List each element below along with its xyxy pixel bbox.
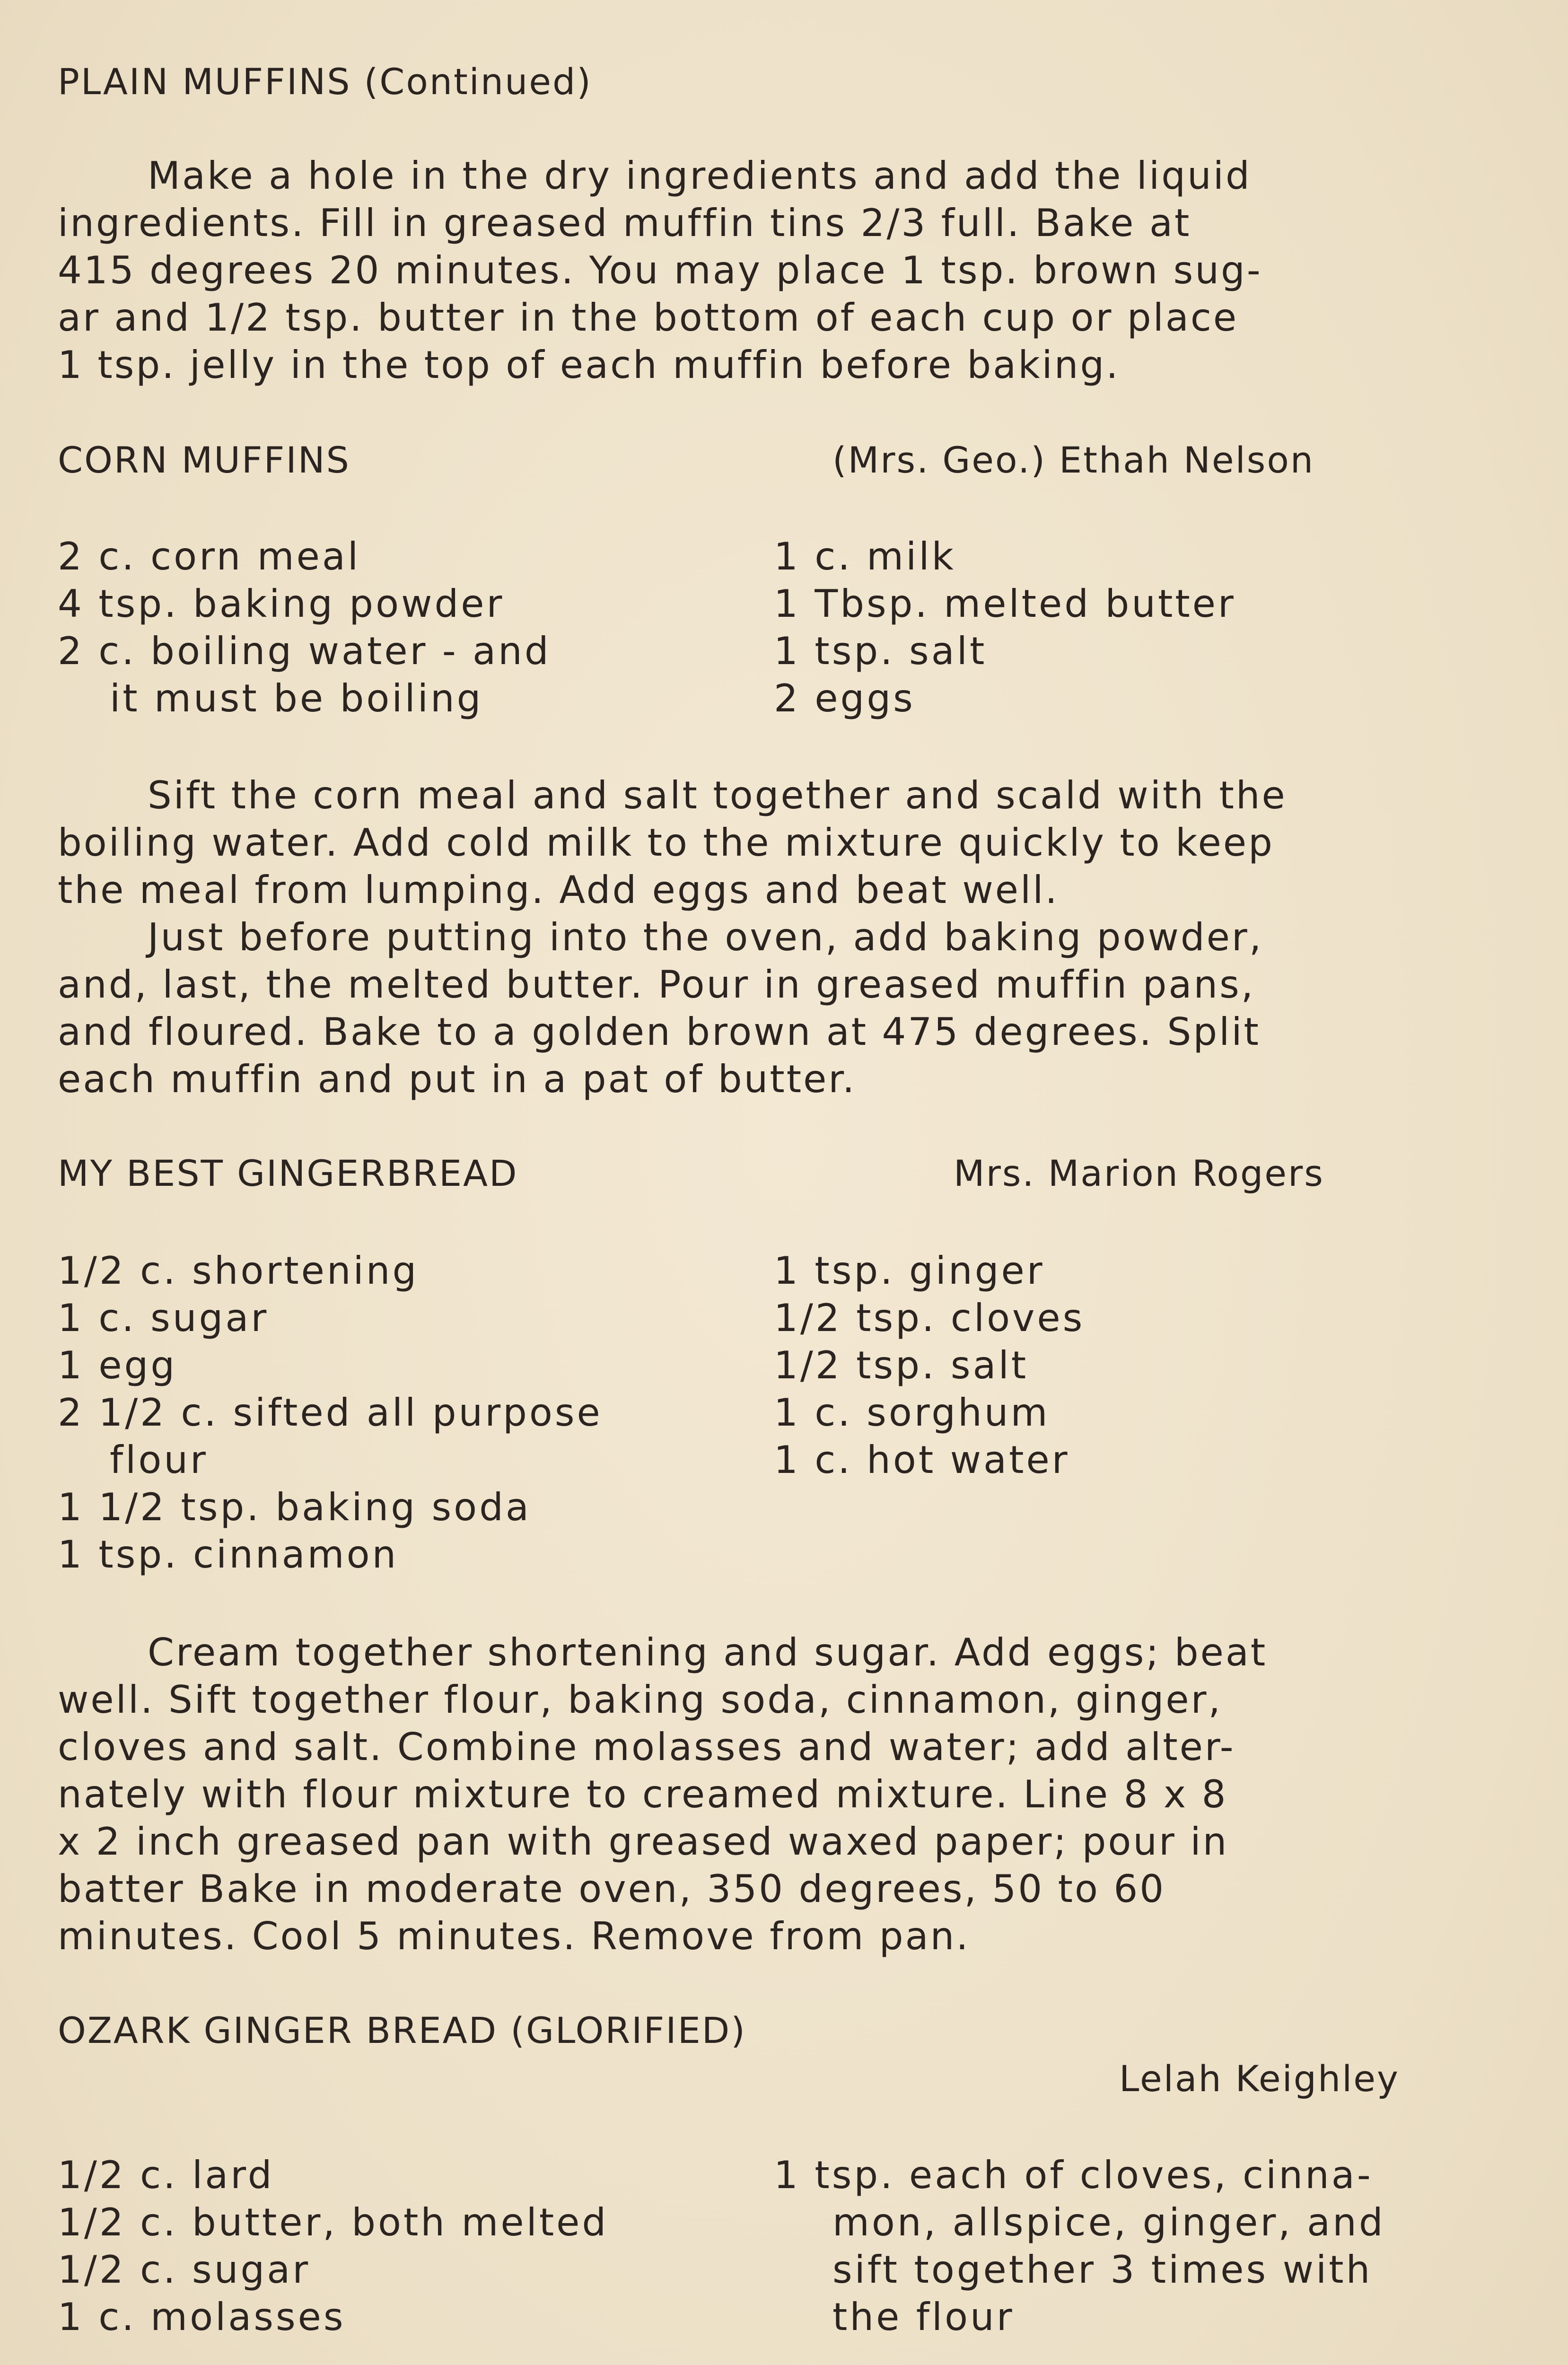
paragraph-line: x 2 inch greased pan with greased waxed paper; pour in bbox=[58, 1820, 1229, 1864]
corn-muffins-ingredient: 2 eggs bbox=[774, 676, 915, 720]
ozark-gingerbread-ingredient: 1 tsp. each of cloves, cinna- bbox=[774, 2153, 1373, 2197]
paragraph-line: boiling water. Add cold milk to the mixture quickly to keep bbox=[58, 821, 1274, 865]
ozark-gingerbread-ingredient: 1 c. molasses bbox=[58, 2295, 346, 2339]
ozark-gingerbread-ingredient: 1/2 c. sugar bbox=[58, 2248, 311, 2292]
paragraph-line: cloves and salt. Combine molasses and water; add alter- bbox=[58, 1725, 1235, 1769]
best-gingerbread-ingredient: 1 c. sorghum bbox=[774, 1391, 1050, 1435]
corn-muffins-author: (Mrs. Geo.) Ethah Nelson bbox=[832, 439, 1315, 481]
best-gingerbread-ingredient: 1/2 tsp. cloves bbox=[774, 1296, 1085, 1340]
paragraph-line: the meal from lumping. Add eggs and beat well. bbox=[58, 868, 1059, 912]
best-gingerbread-ingredient: 1 1/2 tsp. baking soda bbox=[58, 1485, 531, 1529]
paragraph-line: Just before putting into the oven, add baking powder, bbox=[148, 915, 1263, 959]
paragraph-line: batter Bake in moderate oven, 350 degrees, 50 to 60 bbox=[58, 1867, 1166, 1911]
ozark-gingerbread-ingredient: 1/2 c. lard bbox=[58, 2153, 274, 2197]
ozark-gingerbread-ingredient: mon, allspice, ginger, and bbox=[832, 2200, 1385, 2244]
best-gingerbread-ingredient: 1/2 c. shortening bbox=[58, 1249, 419, 1293]
plain-muffins-title: PLAIN MUFFINS (Continued) bbox=[58, 61, 592, 103]
corn-muffins-ingredient: it must be boiling bbox=[110, 676, 483, 720]
best-gingerbread-ingredient: 2 1/2 c. sifted all purpose bbox=[58, 1391, 603, 1435]
paragraph-line: each muffin and put in a pat of butter. bbox=[58, 1057, 857, 1101]
ozark-gingerbread-title: OZARK GINGER BREAD (GLORIFIED) bbox=[58, 2009, 746, 2051]
best-gingerbread-ingredient: 1 c. hot water bbox=[774, 1438, 1070, 1482]
paragraph-line: Make a hole in the dry ingredients and add the liquid bbox=[148, 154, 1252, 198]
paragraph-line: 415 degrees 20 minutes. You may place 1 tsp. brown sug- bbox=[58, 248, 1262, 292]
ozark-gingerbread-author: Lelah Keighley bbox=[1119, 2058, 1400, 2100]
paragraph-line: minutes. Cool 5 minutes. Remove from pan. bbox=[58, 1914, 970, 1958]
best-gingerbread-ingredient: 1 egg bbox=[58, 1343, 177, 1387]
corn-muffins-ingredient: 4 tsp. baking powder bbox=[58, 582, 505, 626]
corn-muffins-ingredient: 1 Tbsp. melted butter bbox=[774, 582, 1236, 626]
paragraph-line: ar and 1/2 tsp. butter in the bottom of each cup or place bbox=[58, 296, 1239, 340]
paragraph-line: Sift the corn meal and salt together and scald with the bbox=[148, 773, 1287, 817]
best-gingerbread-title: MY BEST GINGERBREAD bbox=[58, 1152, 518, 1194]
paragraph-line: and, last, the melted butter. Pour in greased muffin pans, bbox=[58, 963, 1255, 1007]
paragraph-line: Cream together shortening and sugar. Add eggs; beat bbox=[148, 1630, 1268, 1674]
corn-muffins-ingredient: 2 c. corn meal bbox=[58, 534, 361, 578]
corn-muffins-ingredient: 1 tsp. salt bbox=[774, 629, 987, 673]
ozark-gingerbread-ingredient: sift together 3 times with bbox=[832, 2248, 1373, 2292]
paragraph-line: ingredients. Fill in greased muffin tins 2/3 full. Bake at bbox=[58, 201, 1191, 245]
paragraph-line: nately with flour mixture to creamed mixture. Line 8 x 8 bbox=[58, 1772, 1228, 1816]
best-gingerbread-instructions bbox=[58, 1629, 1477, 1960]
ozark-gingerbread-ingredient: 1/2 c. butter, both melted bbox=[58, 2200, 609, 2244]
best-gingerbread-author: Mrs. Marion Rogers bbox=[954, 1152, 1324, 1194]
paragraph-line: well. Sift together flour, baking soda, cinnamon, ginger, bbox=[58, 1678, 1222, 1722]
paragraph-line: and floured. Bake to a golden brown at 475 degrees. Split bbox=[58, 1010, 1261, 1054]
best-gingerbread-ingredient: 1 c. sugar bbox=[58, 1296, 269, 1340]
best-gingerbread-ingredient: 1 tsp. ginger bbox=[774, 1249, 1045, 1293]
paragraph-line: 1 tsp. jelly in the top of each muffin before baking. bbox=[58, 343, 1120, 387]
ozark-gingerbread-ingredient: the flour bbox=[832, 2295, 1015, 2339]
best-gingerbread-ingredient: 1 tsp. cinnamon bbox=[58, 1533, 399, 1577]
corn-muffins-ingredient: 2 c. boiling water - and bbox=[58, 629, 551, 673]
corn-muffins-ingredient: 1 c. milk bbox=[774, 534, 956, 578]
corn-muffins-instructions bbox=[58, 772, 1477, 1103]
best-gingerbread-ingredient: flour bbox=[110, 1438, 208, 1482]
corn-muffins-title: CORN MUFFINS bbox=[58, 439, 350, 481]
plain-muffins-instructions bbox=[58, 152, 1477, 389]
best-gingerbread-ingredient: 1/2 tsp. salt bbox=[774, 1343, 1029, 1387]
